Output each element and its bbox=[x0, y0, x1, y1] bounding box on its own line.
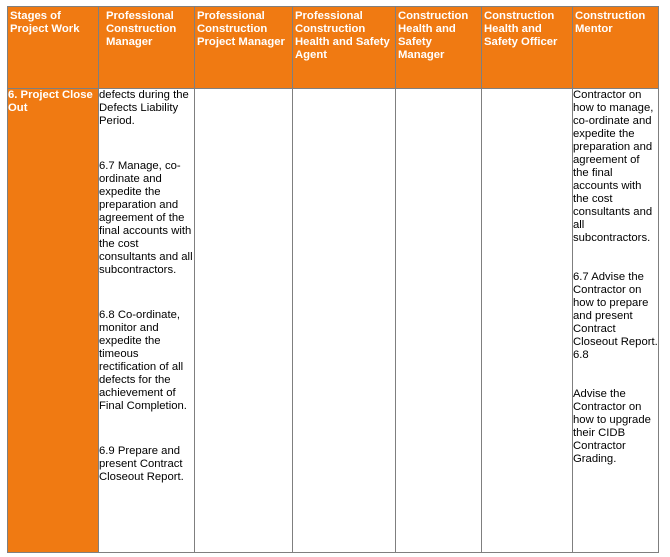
header-pchsa: Professional Construction Health and Safety Agent bbox=[293, 7, 396, 89]
header-chsm: Construction Health and Safety Manager bbox=[396, 7, 482, 89]
header-chso: Construction Health and Safety Officer bbox=[482, 7, 573, 89]
pcm-paragraph: 6.9 Prepare and present Contract Closeout Report. bbox=[99, 445, 184, 483]
header-stages: Stages of Project Work bbox=[8, 7, 99, 89]
mentor-cell bbox=[573, 89, 659, 553]
stage-cell: 6. Project Close Out bbox=[8, 89, 99, 553]
pcpm-cell bbox=[195, 89, 293, 553]
pcm-paragraph: 6.7 Manage, co-ordinate and expedite the preparation and agreement of the final accounts with the cost consultants and all subcontractors. bbox=[99, 160, 193, 276]
mentor-paragraph: Contractor on how to manage, co-ordinate and expedite the preparation and agreement of the final accounts with the cost consultants and all subcontractors. bbox=[573, 89, 654, 244]
table-row bbox=[8, 89, 659, 553]
header-pcm: Professional Construction Manager bbox=[99, 7, 195, 89]
header-mentor: Construction Mentor bbox=[573, 7, 659, 89]
header-row bbox=[8, 7, 659, 89]
pcm-paragraph: 6.8 Co-ordinate, monitor and expedite the timeous rectification of all defects for the achievement of Final Completion. bbox=[99, 309, 187, 412]
mentor-paragraph: Advise the Contractor on how to upgrade their CIDB Contractor Grading. bbox=[573, 388, 651, 465]
chso-cell bbox=[482, 89, 573, 553]
header-pcpm: Professional Construction Project Manager bbox=[195, 7, 293, 89]
roles-table bbox=[7, 6, 659, 553]
pcm-paragraph: defects during the Defects Liability Period. bbox=[99, 89, 189, 127]
pchsa-cell bbox=[293, 89, 396, 553]
chsm-cell bbox=[396, 89, 482, 553]
pcm-cell bbox=[99, 89, 195, 553]
mentor-paragraph: 6.7 Advise the Contractor on how to prepare and present Contract Closeout Report. 6.8 bbox=[573, 271, 658, 361]
